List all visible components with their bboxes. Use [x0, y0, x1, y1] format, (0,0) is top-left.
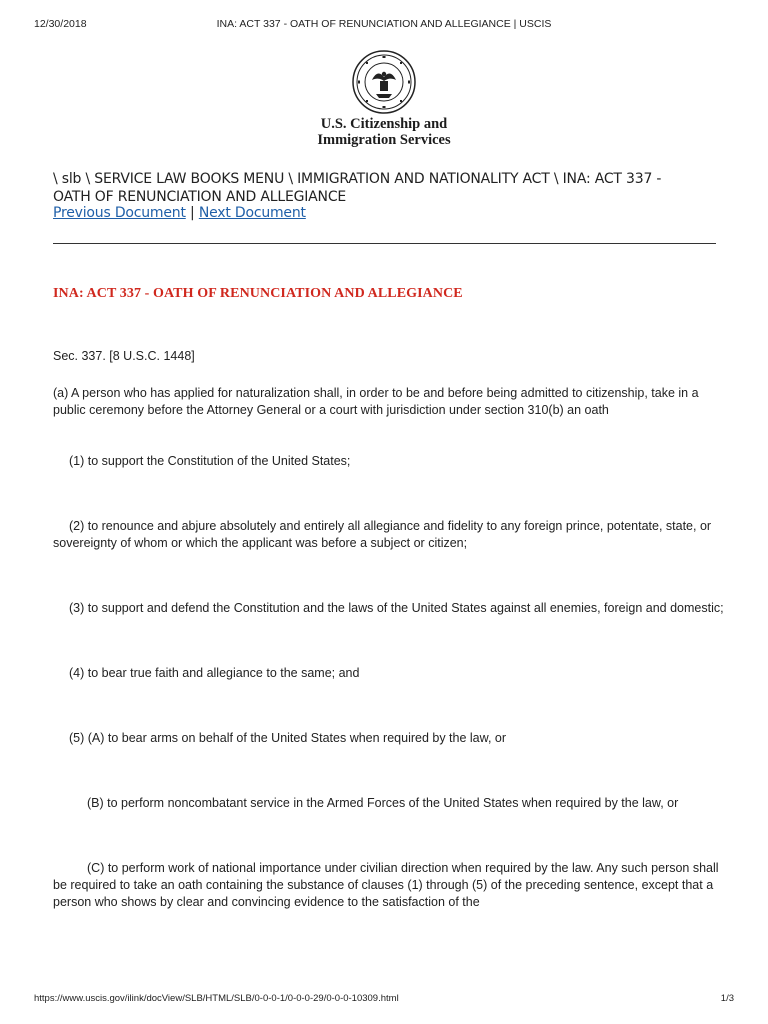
nav-separator: | — [190, 205, 195, 221]
section-heading: Sec. 337. [8 U.S.C. 1448] — [53, 349, 195, 363]
uscis-logo — [0, 50, 768, 114]
clause-1: (1) to support the Constitution of the United States; — [69, 454, 351, 468]
page-title: INA: ACT 337 - OATH OF RENUNCIATION AND ALLEGIANCE — [53, 286, 463, 301]
print-footer — [34, 993, 734, 1007]
clause-5c: (C) to perform work of national importance under civilian direction when required by the law. Any such person shall be required to take an oath containing the substance of clauses (1) through (5) of the preceding sentence, except that a person who shows by clear and convincing evidence to the satisfaction of the — [53, 861, 719, 909]
agency-name — [0, 116, 768, 148]
agency-name-line2: Immigration Services — [317, 132, 451, 148]
divider — [53, 243, 716, 244]
clause-2: (2) to renounce and abjure absolutely and entirely all allegiance and fidelity to any foreign prince, potentate, state, or sovereignty of whom or which the applicant was before a subject or citizen; — [53, 519, 712, 550]
dhs-seal-icon — [352, 50, 416, 114]
clause-3: (3) to support and defend the Constitution and the laws of the United States against all enemies, foreign and domestic; — [69, 601, 724, 615]
paragraph-a: (a) A person who has applied for naturalization shall, in order to be and before being admitted to citizenship, take in a public ceremony before the Attorney General or a court with jurisdiction under section 310(b) an oath — [53, 386, 699, 417]
clause-5a: (5) (A) to bear arms on behalf of the United States when required by the law, or — [69, 731, 507, 745]
print-page-title: INA: ACT 337 - OATH OF RENUNCIATION AND ALLEGIANCE | USCIS — [216, 18, 552, 30]
clause-4: (4) to bear true faith and allegiance to the same; and — [69, 666, 360, 680]
page-number: 1/3 — [720, 993, 734, 1004]
previous-document-link[interactable]: Previous Document — [53, 205, 186, 221]
next-document-link[interactable]: Next Document — [198, 205, 306, 221]
agency-name-line1: U.S. Citizenship and — [320, 116, 448, 132]
print-header — [34, 18, 734, 32]
document-nav — [53, 204, 306, 222]
breadcrumb: \ slb \ SERVICE LAW BOOKS MENU \ IMMIGRATION AND NATIONALITY ACT \ INA: ACT 337 - OATH OF RENUNCIATION AND ALLEGIANCE — [53, 171, 662, 205]
page-url: https://www.uscis.gov/ilink/docView/SLB/HTML/SLB/0-0-0-1/0-0-0-29/0-0-0-10309.html — [34, 993, 399, 1004]
document-body — [53, 348, 733, 976]
print-date: 12/30/2018 — [34, 18, 87, 30]
clause-5b: (B) to perform noncombatant service in the Armed Forces of the United States when required by the law, or — [87, 796, 679, 810]
